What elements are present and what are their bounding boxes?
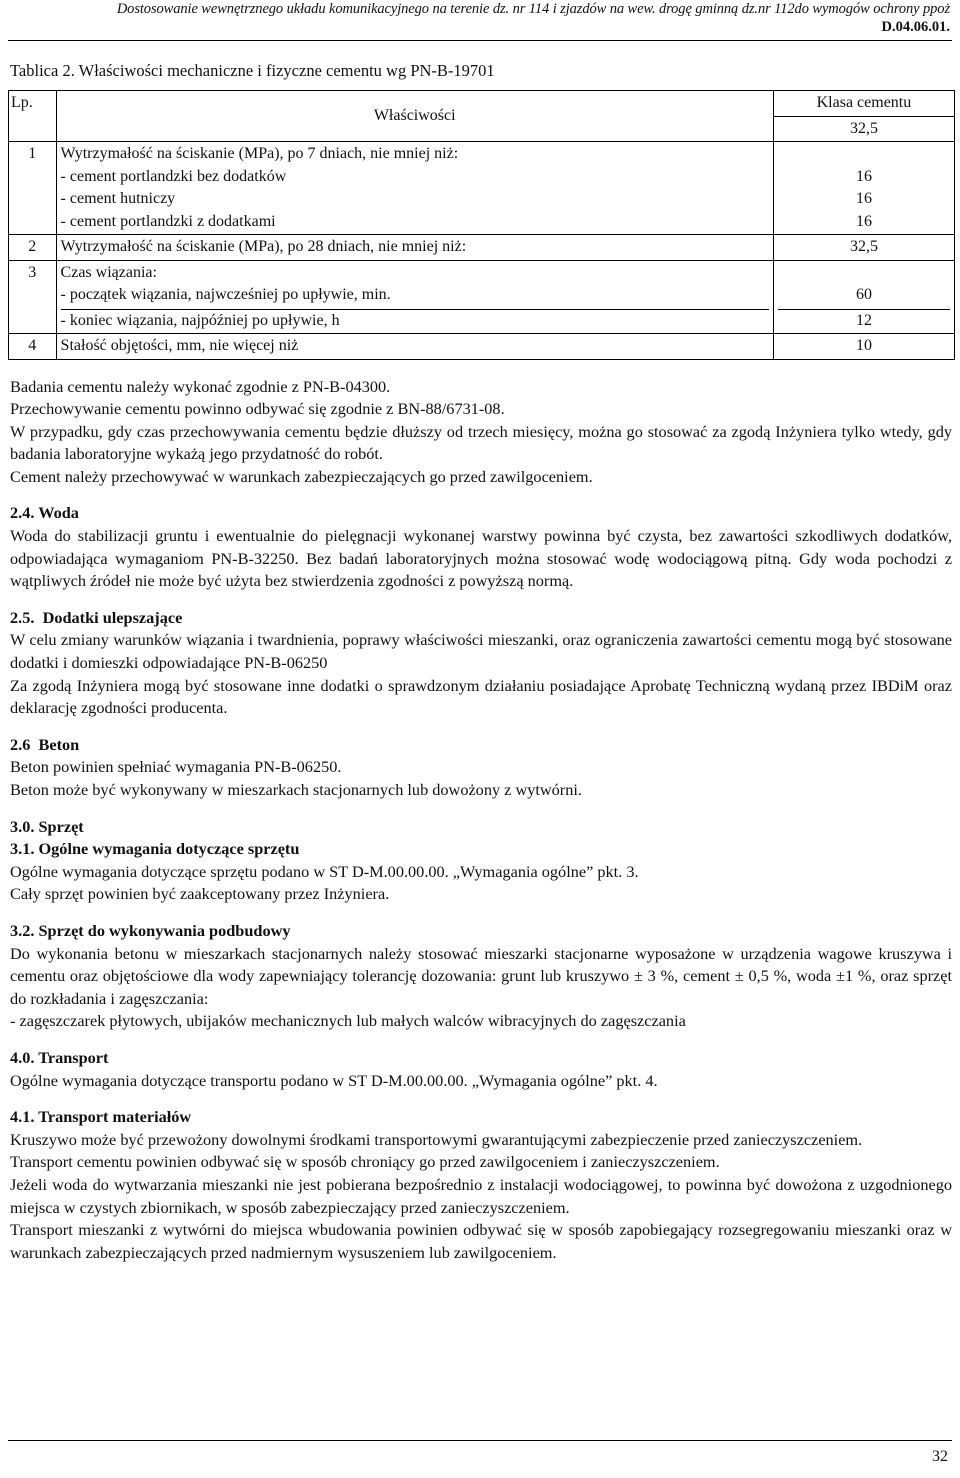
row-title: Wytrzymałość na ściskanie (MPa), po 28 dniach, nie mniej niż: [56,235,773,261]
cement-properties-table [8,90,955,360]
row-subitem: - koniec wiązania, najpóźniej po upływie, h [60,311,340,329]
table-caption: Tablica 2. Właściwości mechaniczne i fizyczne cementu wg PN-B-19701 [10,61,495,80]
section-heading: 2.6 Beton [10,734,80,754]
property-header: Właściwości [56,91,773,142]
section-paragraph: Beton może być wykonywany w mieszarkach stacjonarnych lub dowożony z wytwórni. [10,780,582,799]
section-paragraph: Jeżeli woda do wytwarzania mieszanki nie jest pobierana bezpośrednio z instalacji wodociągowej, to powinna być dowożona z uzgodnionego miejsca w czystych zbiornikach, w sposób zabezpieczający przed zanieczyszczeniem. [10,1174,952,1217]
section-paragraph: Cały sprzęt powinien być zaakceptowany przez Inżyniera. [10,884,390,904]
section-paragraph: Do wykonania betonu w mieszarkach stacjonarnych należy stosować mieszarki stacjonarne wyposażone w urządzenia wagowe kruszywa i cementu oraz objętościowe dla wody zapewniający tolerancję dozowania: grunt lub kruszywo ± 3 %, cement ± 0,5 %, woda ±1 %, oraz sprzęt do rozkładania i zagęszczania: [10,943,952,1008]
section-4-0 [10,1047,952,1092]
table-header-row [9,91,955,117]
row-title: Wytrzymałość na ściskanie (MPa), po 7 dniach, nie mniej niż: [60,145,459,162]
table-row [9,142,955,235]
table-row [9,235,955,261]
header-rule [8,40,952,41]
page-number: 32 [932,1448,948,1465]
section-heading: 2.5. Dodatki ulepszające [10,607,183,627]
class-header: Klasa cementu [773,91,954,117]
section-heading: 2.4. Woda [10,503,79,523]
row-title: Stałość objętości, mm, nie więcej niż [56,334,773,360]
cement-notes [10,376,952,489]
header-title: Dostosowanie wewnętrznego układu komunikacyjnego na terenie dz. nr 114 i zjazdów na wew. drogę gminną dz.nr 112do wymogów ochrony ppoż [116,1,950,17]
section-paragraph: W celu zmiany warunków wiązania i twardnienia, poprawy właściwości mieszanki, oraz ograniczenia zawartości cementu mogą być stosowane dodatki i domieszki odpowiadające PN-B-06250 [10,630,952,673]
section-3-0 [10,816,952,906]
row-property [56,260,773,334]
row-subitem: - początek wiązania, najwcześniej po upływie, min. [60,286,391,303]
footer-rule [8,1440,952,1441]
section-3-2 [10,920,952,1033]
row-title: Czas wiązania: [60,263,157,281]
row-value: 10 [773,334,954,360]
section-heading: 3.0. Sprzęt [10,816,84,836]
section-4-1 [10,1106,952,1264]
row-value: 12 [855,311,872,329]
section-heading: 3.2. Sprzęt do wykonywania podbudowy [10,920,291,940]
document-body [10,60,952,1264]
row-values [773,260,954,334]
section-2-6 [10,734,952,802]
section-2-4 [10,502,952,592]
row-value: 16 [855,167,872,185]
row-values [773,142,954,235]
row-lp: 3 [9,260,57,334]
note-paragraph: Badania cementu należy wykonać zgodnie z PN-B-04300. [10,376,391,396]
row-lp: 1 [9,142,57,235]
header-code: D.04.06.01. [881,19,950,35]
section-heading: 4.1. Transport materiałów [10,1107,192,1127]
section-2-5 [10,607,952,720]
section-paragraph: Ogólne wymagania dotyczące transportu podano w ST D-M.00.00.00. „Wymagania ogólne” pkt. 4. [10,1070,658,1090]
section-paragraph: Transport cementu powinien odbywać się w sposób chroniący go przed zawilgoceniem i zanieczyszczeniem. [10,1152,720,1172]
section-heading: 3.1. Ogólne wymagania dotyczące sprzętu [10,839,300,859]
table-row [9,334,955,360]
lp-header: Lp. [9,91,57,142]
note-paragraph: Cement należy przechowywać w warunkach zabezpieczających go przed zawilgoceniem. [10,466,593,486]
row-value: 60 [855,286,872,303]
row-value: 16 [855,190,872,207]
page-header [0,0,960,36]
section-paragraph: Woda do stabilizacji gruntu i ewentualnie do pielęgnacji wykonanej warstwy powinna być czysta, bez zawartości szkodliwych dodatków, odpowiadająca wymaganiom PN-B-32250. Bez badań laboratoryjnych można stosować wodę wodociągową pitną. Gdy woda pochodzi z wątpliwych źródeł nie może być użyta bez stwierdzenia zgodności z powyższą normą. [10,526,952,591]
row-lp: 4 [9,334,57,360]
row-subitem: - cement portlandzki z dodatkami [60,212,276,230]
section-paragraph: Beton powinien spełniać wymagania PN-B-06250. [10,757,342,777]
section-paragraph: Za zgodą Inżyniera mogą być stosowane inne dodatki o sprawdzonym działaniu posiadające Aprobatę Techniczną wydaną przez IBDiM oraz deklarację zgodności producenta. [10,675,952,718]
row-property [56,142,773,235]
row-value: 16 [855,212,872,230]
class-value-header: 32,5 [773,116,954,142]
section-paragraph: Kruszywo może być przewożony dowolnymi środkami transportowymi gwarantującymi zabezpieczenie przed zanieczyszczeniem. [10,1129,863,1149]
section-paragraph: Transport mieszanki z wytwórni do miejsca wbudowania powinien odbywać się w sposób zapobiegający rozsegregowaniu mieszanki oraz w warunkach zabezpieczających przed nadmiernym wysuszeniem lub zawilgoceniem. [10,1220,952,1262]
section-heading: 4.0. Transport [10,1047,109,1067]
row-subitem: - cement hutniczy [60,190,176,207]
note-paragraph: Przechowywanie cementu powinno odbywać się zgodnie z BN-88/6731-08. [10,399,505,419]
note-paragraph: W przypadku, gdy czas przechowywania cementu będzie dłuższy od trzech miesięcy, można go stosować za zgodą Inżyniera tylko wtedy, gdy badania laboratoryjne wykażą jego przydatność do robót. [10,421,952,464]
row-value: 32,5 [773,235,954,261]
table-row [9,260,955,334]
row-lp: 2 [9,235,57,261]
section-paragraph: Ogólne wymagania dotyczące sprzętu podano w ST D-M.00.00.00. „Wymagania ogólne” pkt. 3. [10,861,639,881]
section-paragraph: - zagęszczarek płytowych, ubijaków mechanicznych lub małych walców wibracyjnych do zagęszczania [10,1011,686,1031]
row-subitem: - cement portlandzki bez dodatków [60,167,287,185]
